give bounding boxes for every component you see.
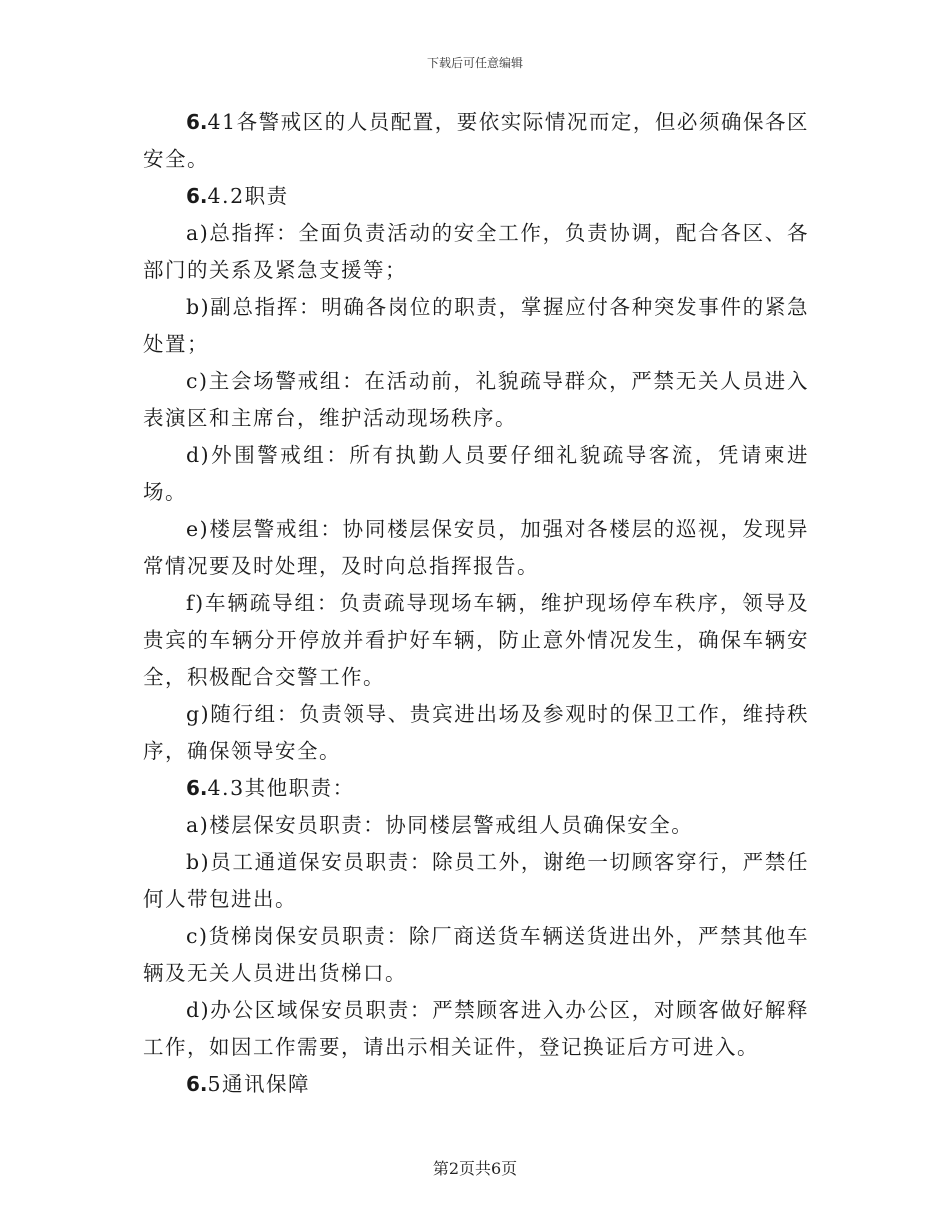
- paragraph: [143, 178, 809, 215]
- section-number: 6.: [186, 776, 208, 800]
- paragraph: [143, 511, 809, 585]
- paragraph: [143, 844, 809, 918]
- paragraph: [143, 807, 809, 844]
- paragraph-text: d)外围警戒组：所有执勤人员要仔细礼貌疏导客流，凭请柬进场。: [143, 443, 809, 504]
- page-header-note: 下载后可任意编辑: [426, 56, 523, 70]
- paragraph-text: c)主会场警戒组：在活动前，礼貌疏导群众，严禁无关人员进入表演区和主席台，维护活动现场秩序。: [143, 369, 809, 430]
- paragraph: [143, 437, 809, 511]
- section-number: 6.: [186, 110, 208, 134]
- paragraph: [143, 215, 809, 289]
- paragraph-text: e)楼层警戒组：协同楼层保安员，加强对各楼层的巡视，发现异常情况要及时处理，及时向总指挥报告。: [143, 517, 809, 578]
- paragraph-text: b)员工通道保安员职责：除员工外，谢绝一切顾客穿行，严禁任何人带包进出。: [143, 850, 809, 911]
- paragraph-text: b)副总指挥：明确各岗位的职责，掌握应付各种突发事件的紧急处置；: [143, 295, 809, 356]
- paragraph-text: 4.3其他职责：: [207, 776, 355, 800]
- paragraph: [143, 918, 809, 992]
- paragraph: [143, 770, 809, 807]
- document-body: [143, 104, 809, 1103]
- paragraph-text: c)货梯岗保安员职责：除厂商送货车辆送货进出外，严禁其他车辆及无关人员进出货梯口。: [143, 924, 809, 985]
- paragraph-text: 41各警戒区的人员配置，要依实际情况而定，但必须确保各区安全。: [143, 110, 809, 171]
- paragraph: [143, 696, 809, 770]
- paragraph-text: f)车辆疏导组：负责疏导现场车辆，维护现场停车秩序，领导及贵宾的车辆分开停放并看护好车辆，防止意外情况发生，确保车辆安全，积极配合交警工作。: [143, 591, 809, 689]
- paragraph: [143, 585, 809, 696]
- section-number: 6.: [186, 1072, 208, 1096]
- paragraph-text: a)楼层保安员职责：协同楼层警戒组人员确保安全。: [186, 813, 694, 837]
- paragraph-text: 4.2职责: [207, 184, 289, 208]
- paragraph: [143, 992, 809, 1066]
- paragraph-text: 5通讯保障: [207, 1072, 311, 1096]
- paragraph-text: a)总指挥：全面负责活动的安全工作，负责协调，配合各区、各部门的关系及紧急支援等；: [143, 221, 809, 282]
- page-footer-number: 第2页共6页: [432, 1159, 518, 1178]
- section-number: 6.: [186, 184, 208, 208]
- paragraph: [143, 104, 809, 178]
- paragraph-text: d)办公区域保安员职责：严禁顾客进入办公区，对顾客做好解释工作，如因工作需要，请出示相关证件，登记换证后方可进入。: [143, 998, 809, 1059]
- paragraph: [143, 289, 809, 363]
- paragraph: [143, 363, 809, 437]
- paragraph-text: g)随行组：负责领导、贵宾进出场及参观时的保卫工作，维持秩序，确保领导安全。: [143, 702, 809, 763]
- paragraph: [143, 1066, 809, 1103]
